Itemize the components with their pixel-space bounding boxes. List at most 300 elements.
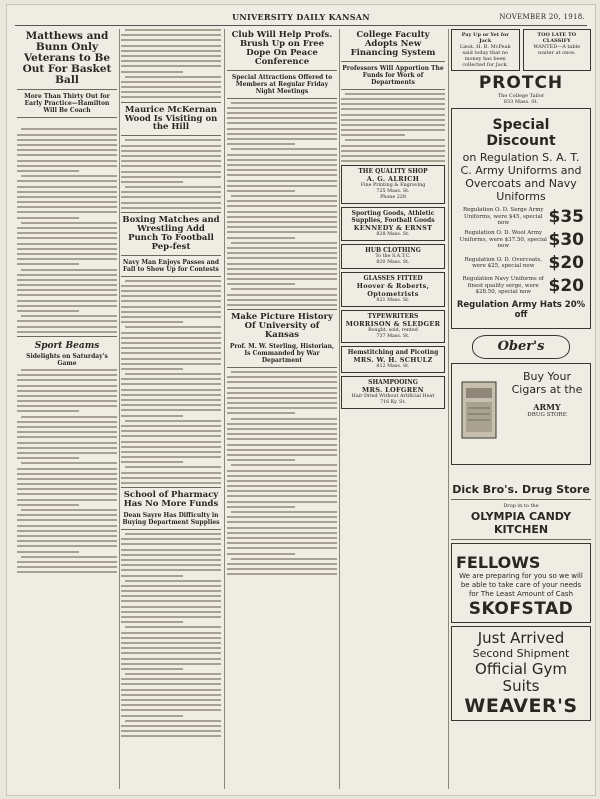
text-line: [231, 102, 337, 104]
text-line: [125, 139, 221, 141]
divider: [121, 529, 221, 530]
text-line: [227, 573, 337, 575]
text-line: [17, 410, 79, 412]
text-line: [227, 563, 337, 565]
divider: [451, 539, 591, 540]
text-line: [227, 283, 295, 285]
text-line: [227, 278, 337, 280]
text-line: [17, 139, 117, 141]
text-line: [17, 248, 117, 250]
text-line: [17, 170, 79, 172]
text-line: [121, 575, 183, 577]
special-discount-ad: [451, 108, 591, 329]
text-line: [227, 159, 337, 161]
text-line: [227, 133, 337, 135]
text-line: [231, 148, 337, 150]
text-line: [121, 342, 221, 344]
text-line: [121, 347, 221, 349]
article-subhead: More Than Thirty Out for Early Practice—Hamilton Will Be Coach: [24, 93, 110, 115]
text-line: [17, 217, 79, 219]
classified-ad-line: Bought, sold, rented: [368, 328, 418, 334]
classified-ad: [341, 207, 445, 241]
text-line: [17, 514, 117, 516]
article-body-text: [121, 280, 221, 484]
classified-ad-line: Phone 228: [380, 195, 406, 201]
weaver-line-2: Second Shipment: [472, 647, 570, 660]
article-subhead: Prof. M. W. Sterling, Historian, Is Commanded by War Department: [229, 342, 335, 364]
issue-date: NOVEMBER 20, 1918.: [499, 13, 585, 21]
article-body-text: [121, 139, 221, 208]
text-line: [17, 227, 117, 229]
text-line: [121, 91, 221, 93]
uniform-description: Regulation O. D. Overcoats, were $25, special now: [464, 256, 542, 269]
divider: [17, 336, 117, 337]
classified-title: TOO LATE TO CLASSIFY: [537, 32, 577, 44]
text-line: [231, 242, 337, 244]
text-line: [17, 535, 117, 537]
text-line: [17, 447, 117, 449]
text-line: [17, 154, 117, 156]
cigars-headline: Buy Your Cigars at the: [511, 370, 583, 396]
text-line: [227, 485, 337, 487]
text-line: [227, 231, 337, 233]
text-line: [17, 289, 117, 291]
text-line: [121, 482, 221, 484]
text-line: [227, 402, 337, 404]
text-line: [17, 279, 117, 281]
divider: [227, 98, 337, 99]
text-line: [227, 294, 337, 296]
text-line: [121, 554, 221, 556]
text-line: [341, 145, 445, 147]
text-line: [17, 253, 117, 255]
text-line: [17, 263, 79, 265]
text-line: [121, 441, 221, 443]
classified-ad-title: Sporting Goods, Athletic Supplies, Football Goods: [351, 210, 435, 225]
text-line: [17, 165, 117, 167]
text-line: [17, 519, 117, 521]
text-line: [341, 98, 445, 100]
obers-logo: Ober's: [472, 335, 570, 359]
divider: [121, 487, 221, 488]
classified-box: [523, 29, 592, 71]
text-line: [121, 311, 221, 313]
text-line: [227, 527, 337, 529]
text-line: [341, 108, 445, 110]
classified-ad-business: KENNEDY & ERNST: [353, 224, 433, 233]
text-line: [121, 725, 221, 727]
text-line: [121, 606, 221, 608]
text-line: [121, 595, 221, 597]
classified-text: WANTED—A table waiter at once.: [533, 44, 581, 56]
divider: [121, 102, 221, 103]
text-line: [227, 252, 337, 254]
divider: [121, 135, 221, 136]
cigars-drugstore: DRUG STORE: [527, 412, 567, 418]
text-line: [121, 96, 221, 98]
text-line: [121, 394, 221, 396]
text-line: [227, 454, 337, 456]
text-line: [121, 637, 221, 639]
text-line: [227, 433, 337, 435]
text-line: [227, 221, 337, 223]
uniform-price: $20: [548, 276, 584, 296]
text-line: [231, 418, 337, 420]
classified-ads: [341, 165, 445, 409]
weaver-store-name: WEAVER'S: [464, 695, 578, 717]
text-line: [227, 480, 337, 482]
text-line: [17, 191, 117, 193]
newspaper-title: UNIVERSITY DAILY KANSAN: [232, 12, 370, 22]
weaver-line-3: Official Gym Suits: [475, 660, 567, 695]
text-line: [17, 331, 117, 333]
text-line: [121, 352, 221, 354]
text-line: [17, 483, 117, 485]
divider: [17, 89, 117, 90]
classified-ad-business: A. G. ALRICH: [366, 175, 420, 184]
text-line: [121, 34, 221, 36]
text-line: [125, 466, 221, 468]
text-line: [121, 709, 221, 711]
text-line: [17, 530, 117, 532]
text-line: [121, 368, 183, 370]
olympia-ad: OLYMPIA CANDY KITCHEN: [470, 510, 572, 536]
text-line: [341, 124, 445, 126]
text-line: [227, 547, 337, 549]
classified-ad-title: SHAMPOOING: [368, 379, 418, 387]
text-line: [227, 112, 337, 114]
classified-ad: [341, 376, 445, 409]
article-headline: Boxing Matches and Wrestling Add Punch To Football Pep-fest: [122, 215, 220, 252]
article-body: [17, 121, 117, 126]
text-line: [125, 626, 221, 628]
text-line: [17, 436, 117, 438]
text-line: [227, 412, 295, 414]
text-line: [227, 200, 337, 202]
text-line: [227, 438, 337, 440]
column-rule: [339, 29, 340, 789]
uniform-price-row: [458, 230, 584, 250]
weaver-line-1: Just Arrived: [477, 629, 565, 647]
article-body-text: [227, 102, 337, 306]
text-line: [121, 55, 221, 57]
text-line: [121, 735, 221, 737]
notice-text: Lieut. H. B. McPeak said today that no money has been collected for Jack.: [459, 44, 511, 68]
newspaper-page: [6, 4, 596, 796]
text-line: [227, 107, 337, 109]
text-line: [17, 452, 117, 454]
article-subhead: Dean Sayre Has Difficulty in Buying Department Supplies: [122, 512, 220, 527]
special-discount-title: Special Discount: [486, 117, 556, 149]
text-line: [121, 621, 183, 623]
text-line: [227, 537, 337, 539]
text-line: [17, 160, 117, 162]
article-headline: School of Pharmacy Has No More Funds: [123, 490, 219, 510]
text-line: [17, 566, 117, 568]
text-line: [227, 211, 337, 213]
article-headline: Matthews and Bunn Only Veterans to Be Out For Basket Ball: [22, 30, 112, 87]
classified-ad-line: Hair Dried Without Artificial Heat: [351, 394, 435, 400]
text-line: [227, 117, 337, 119]
dick-bros-ad: Dick Bro's. Drug Store: [452, 483, 590, 496]
text-line: [121, 181, 183, 183]
uniform-price-row: [458, 207, 584, 227]
text-line: [17, 468, 117, 470]
text-line: [125, 720, 221, 722]
classified-ad-line: To the S.A.T.C.: [375, 254, 411, 260]
text-line: [17, 201, 117, 203]
text-line: [121, 71, 183, 73]
text-line: [17, 551, 79, 553]
text-line: [227, 428, 337, 430]
text-line: [121, 176, 221, 178]
text-line: [121, 165, 221, 167]
classified-ad-line: 725 Mass. St.: [376, 189, 410, 195]
fellows-text: We are preparing for you so we will be able to take care of your needs for The Least Amount of Cash: [459, 572, 583, 598]
text-line: [21, 462, 117, 464]
text-line: [231, 288, 337, 290]
text-line: [227, 490, 337, 492]
text-line: [227, 226, 337, 228]
classified-ad: [341, 310, 445, 343]
text-line: [227, 553, 295, 555]
uniform-price: $35: [548, 207, 584, 227]
text-line: [121, 678, 221, 680]
text-line: [227, 263, 337, 265]
text-line: [121, 683, 221, 685]
text-line: [17, 379, 117, 381]
text-line: [17, 144, 117, 146]
classified-ad-line: 828 Mass. St.: [376, 232, 410, 238]
text-line: [121, 363, 221, 365]
text-line: [227, 392, 337, 394]
text-line: [125, 673, 221, 675]
text-line: [341, 129, 445, 131]
text-line: [17, 300, 117, 302]
text-line: [121, 600, 221, 602]
text-line: [17, 374, 117, 376]
text-line: [17, 385, 117, 387]
article-headline: Club Will Help Profs. Brush Up on Free Dope On Peace Conference: [231, 30, 333, 67]
text-line: [121, 86, 221, 88]
text-line: [21, 269, 117, 271]
text-line: [121, 611, 221, 613]
section-subhead: Sidelights on Saturday's Game: [26, 352, 108, 367]
cigar-box-illustration: [458, 374, 500, 444]
article-body-text: [341, 93, 445, 162]
text-line: [17, 186, 117, 188]
cigars-army: ARMY: [533, 402, 561, 412]
text-line: [17, 237, 117, 239]
text-line: [121, 358, 221, 360]
text-line: [17, 545, 117, 547]
text-line: [121, 399, 221, 401]
text-line: [121, 155, 221, 157]
text-line: [227, 542, 337, 544]
column-rule: [119, 29, 120, 789]
classified-ad-title: THE QUALITY SHOP: [358, 168, 428, 176]
text-line: [125, 76, 221, 78]
text-line: [227, 407, 337, 409]
text-line: [121, 404, 221, 406]
text-line: [121, 472, 221, 474]
text-line: [231, 558, 337, 560]
article-body-text: [121, 29, 221, 98]
text-line: [125, 186, 221, 188]
text-line: [227, 205, 337, 207]
classified-ad: [341, 244, 445, 269]
article-headline: Maurice McKernan Wood Is Visiting on the Hill: [124, 104, 218, 133]
column-3: [227, 29, 337, 789]
divider: [121, 255, 221, 256]
notice-box: [451, 29, 520, 71]
ad-fine-print: [451, 469, 591, 479]
text-line: [227, 475, 337, 477]
text-line: [17, 525, 117, 527]
text-line: [17, 305, 117, 307]
text-line: [121, 689, 221, 691]
classified-ad-title: GLASSES FITTED: [363, 275, 423, 283]
section-heading: Sport Beams: [34, 340, 100, 351]
text-line: [121, 699, 221, 701]
masthead: [15, 11, 587, 26]
text-line: [121, 290, 221, 292]
classified-ad-line: 716 Ky. St.: [380, 400, 406, 406]
text-line: [21, 128, 117, 130]
uniform-description: Regulation O. D. Serge Army Uniforms, were $45, special now: [462, 207, 544, 227]
classified-ad-title: TYPEWRITERS: [367, 313, 419, 321]
text-line: [227, 216, 337, 218]
column-2: [121, 29, 221, 789]
text-line: [121, 477, 221, 479]
divider: [227, 309, 337, 310]
text-line: [121, 538, 221, 540]
protch-ad-line: The College Tailor: [497, 93, 545, 99]
text-line: [345, 93, 445, 95]
text-line: [121, 321, 183, 323]
text-line: [227, 495, 337, 497]
text-line: [227, 376, 337, 378]
classified-ad-line: Fine Printing & Engraving: [360, 183, 426, 189]
classified-ad-business: MRS. W. H. SCHULZ: [353, 356, 433, 365]
uniform-price-row: [458, 253, 584, 273]
text-line: [121, 415, 183, 417]
text-line: [121, 559, 221, 561]
text-line: [21, 509, 117, 511]
skofstad-name: SKOFSTAD: [468, 599, 574, 619]
army-hats-line: Regulation Army Hats 20% off: [456, 300, 586, 320]
text-line: [227, 138, 337, 140]
text-line: [227, 169, 337, 171]
text-line: [17, 540, 117, 542]
text-line: [17, 196, 117, 198]
text-line: [121, 425, 221, 427]
special-discount-subtitle: on Regulation S. A. T. C. Army Uniforms and Overcoats and Navy Uniforms: [460, 151, 582, 203]
text-line: [121, 435, 221, 437]
text-line: [121, 668, 183, 670]
text-line: [341, 134, 405, 136]
text-line: [125, 580, 221, 582]
text-line: [227, 397, 337, 399]
classified-ad-title: Hemstitching and Picoting: [347, 349, 439, 357]
divider: [451, 499, 591, 500]
text-line: [125, 280, 221, 282]
text-line: [121, 616, 221, 618]
text-line: [125, 29, 221, 31]
text-line: [121, 50, 221, 52]
text-line: [125, 420, 221, 422]
text-line: [121, 430, 221, 432]
text-line: [121, 585, 221, 587]
text-line: [17, 149, 117, 151]
text-line: [17, 390, 117, 392]
text-line: [21, 315, 117, 317]
uniform-description: Regulation Navy Uniforms of finest quality serge, were $28.50, special now: [462, 276, 544, 296]
classified-ad-business: MRS. LOFGREN: [362, 386, 424, 395]
classified-ad-line: 812 Mass. St.: [376, 364, 410, 370]
text-line: [125, 373, 221, 375]
uniform-description: Regulation O. D. Wool Army Uniforms, were $37.50, special now: [459, 230, 547, 250]
classified-ad-line: 737 Mass. St.: [376, 334, 410, 340]
divider: [227, 367, 337, 368]
text-line: [227, 143, 295, 145]
text-line: [227, 387, 337, 389]
text-line: [121, 160, 221, 162]
article-headline: Make Picture History Of University of Kansas: [231, 312, 333, 341]
text-line: [121, 285, 221, 287]
text-line: [17, 421, 117, 423]
text-line: [227, 459, 295, 461]
text-line: [227, 423, 337, 425]
text-line: [17, 258, 117, 260]
uniform-price: $20: [548, 253, 584, 273]
text-line: [121, 39, 221, 41]
article-body-text: [121, 533, 221, 737]
text-line: [121, 658, 221, 660]
text-line: [341, 119, 445, 121]
text-line: [227, 268, 337, 270]
text-line: [227, 506, 295, 508]
text-line: [17, 232, 117, 234]
text-line: [121, 171, 221, 173]
protch-ad-name: PROTCH: [478, 73, 564, 93]
text-line: [227, 381, 337, 383]
uniform-price-list: [456, 207, 586, 296]
text-line: [121, 715, 183, 717]
text-line: [121, 461, 183, 463]
text-line: [121, 60, 221, 62]
text-line: [17, 431, 117, 433]
text-line: [121, 543, 221, 545]
text-line: [21, 369, 117, 371]
text-line: [227, 164, 337, 166]
article-subhead: Special Attractions Offered to Members at Regular Friday Night Meetings: [231, 73, 333, 95]
column-4: [341, 29, 445, 789]
text-line: [227, 299, 337, 301]
olympia-intro: Drop in to the: [503, 503, 539, 509]
text-line: [17, 294, 117, 296]
column-rule: [448, 29, 449, 789]
text-line: [121, 446, 221, 448]
text-line: [121, 409, 221, 411]
column-5: [451, 29, 591, 789]
article-body-text: [227, 371, 337, 575]
text-line: [121, 663, 221, 665]
text-line: [17, 499, 117, 501]
text-line: [341, 114, 445, 116]
text-line: [121, 145, 221, 147]
text-line: [17, 442, 117, 444]
